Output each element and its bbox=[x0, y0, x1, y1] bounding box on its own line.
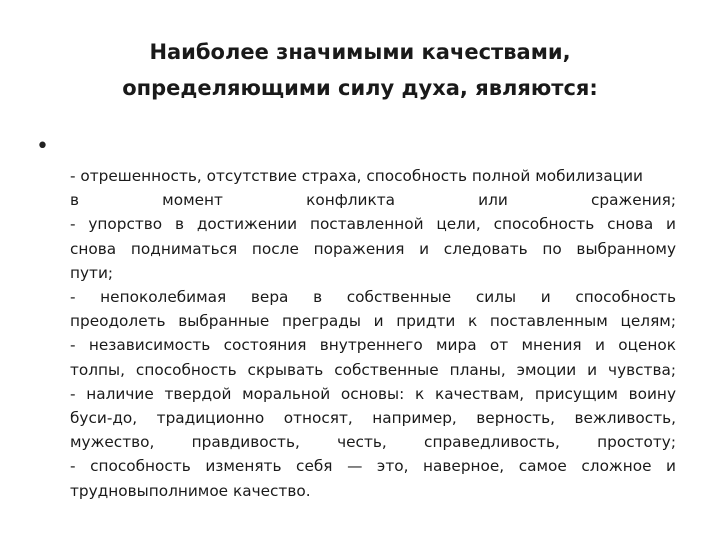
body-line: - упорство в достижении поставленной цели, способность снова и bbox=[70, 215, 676, 234]
body-line: толпы, способность скрывать собственные планы, эмоции и чувства; bbox=[70, 360, 676, 379]
body-line: преодолеть выбранные преграды и придти к поставленным целям; bbox=[70, 312, 676, 331]
body-line: снова подниматься после поражения и следовать по выбранному bbox=[70, 239, 676, 258]
body-line: - наличие твердой моральной основы: к качествам, присущим воину bbox=[70, 384, 676, 403]
bullet-icon: • bbox=[36, 134, 49, 159]
body-line: - отрешенность, отсутствие страха, способность полной мобилизации bbox=[70, 167, 643, 185]
body-line: - независимость состояния внутреннего мира от мнения и оценок bbox=[70, 336, 676, 355]
body-line: буси-до, традиционно относят, например, верность, вежливость, bbox=[70, 409, 676, 428]
slide-body-text bbox=[70, 164, 676, 503]
slide-title bbox=[60, 34, 660, 106]
body-line: - непоколебимая вера в собственные силы и способность bbox=[70, 288, 676, 307]
body-line: в момент конфликта или сражения; bbox=[70, 191, 676, 210]
body-line: - способность изменять себя — это, наверное, самое сложное и bbox=[70, 457, 676, 476]
body-line: пути; bbox=[70, 263, 114, 282]
body-line: трудновыполнимое качество. bbox=[70, 481, 311, 500]
title-line: определяющими силу духа, являются: bbox=[122, 76, 598, 100]
body-line: мужество, правдивость, честь, справедливость, простоту; bbox=[70, 433, 676, 452]
title-line: Наиболее значимыми качествами, bbox=[149, 40, 571, 64]
